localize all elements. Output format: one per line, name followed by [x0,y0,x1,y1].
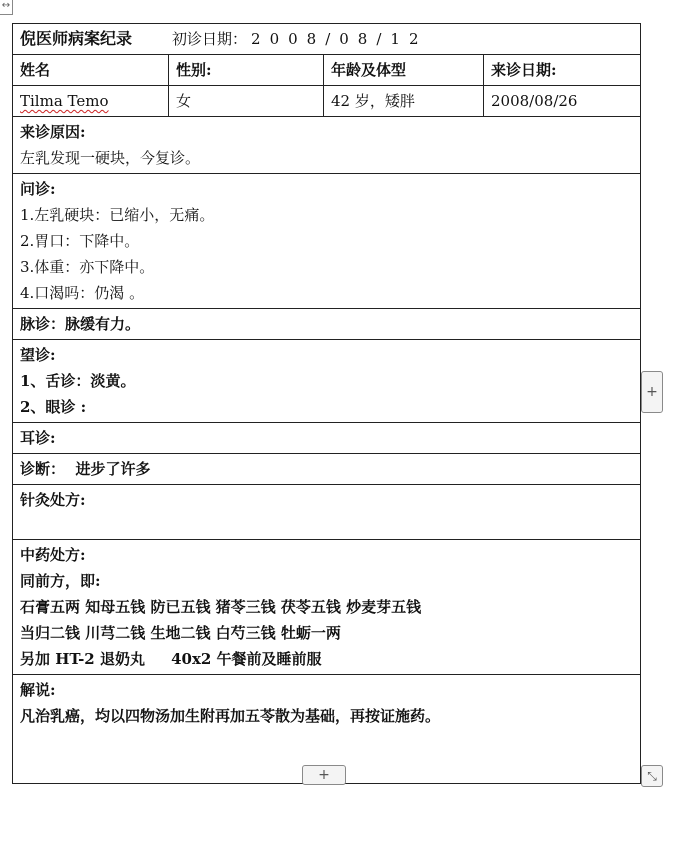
inquiry-item-1[interactable]: 1.左乳硬块：已缩小，无痛。 [20,206,215,224]
first-visit-label: 初诊日期： [172,30,248,48]
inquiry-item-3[interactable]: 3.体重：亦下降中。 [20,258,155,276]
name-label: 姓名 [13,55,169,86]
case-record-table [12,23,641,784]
diagnosis-text[interactable]: 诊断： 进步了许多 [20,460,151,478]
inquiry-row [13,174,641,309]
table-move-handle[interactable]: ↔ [0,0,13,15]
inquiry-item-4[interactable]: 4.口渴吗：仍渴 。 [20,284,145,302]
herbal-line-3[interactable]: 当归二钱 川芎二钱 生地二钱 白芍三钱 牡蛎一两 [20,624,341,642]
first-visit-date: 2008/08/12 [251,30,428,48]
observation-row [13,340,641,423]
patient-age[interactable]: 42 岁，矮胖 [324,86,484,117]
info-label-row [13,55,641,86]
pulse-row [13,309,641,340]
inquiry-item-2[interactable]: 2.胃口：下降中。 [20,232,140,250]
explanation-label: 解说: [20,681,56,699]
header-row [13,24,641,55]
table-resize-handle[interactable] [641,765,663,787]
add-row-button[interactable] [302,765,346,785]
observation-label: 望诊: [20,346,56,364]
herbal-line-1[interactable]: 同前方，即: [20,572,101,590]
plus-icon: + [646,384,658,400]
herbal-line-4[interactable]: 另加 HT-2 退奶丸 40x2 午餐前及睡前服 [20,650,322,668]
visit-date-label: 来诊日期: [484,55,641,86]
patient-name[interactable]: Tilma Temo [20,92,109,110]
acupuncture-label: 针灸处方: [20,491,86,509]
pulse-text[interactable]: 脉诊：脉缓有力。 [20,315,141,333]
reason-text[interactable]: 左乳发现一硬块，今复诊。 [20,149,201,167]
explanation-text[interactable]: 凡治乳癌，均以四物汤加生附再加五苓散为基础，再按证施药。 [20,707,441,725]
tongue-diagnosis[interactable]: 1、舌诊：淡黄。 [20,372,136,390]
reason-row [13,117,641,174]
herbal-line-2[interactable]: 石膏五两 知母五钱 防已五钱 猪苓三钱 茯苓五钱 炒麦芽五钱 [20,598,422,616]
info-value-row [13,86,641,117]
eye-diagnosis[interactable]: 2、眼诊 : [20,398,87,416]
diagnosis-row [13,454,641,485]
gender-label: 性别: [169,55,324,86]
reason-label: 来诊原因: [20,123,86,141]
age-label: 年龄及体型 [324,55,484,86]
acupuncture-row [13,485,641,540]
inquiry-label: 问诊: [20,180,56,198]
plus-icon: + [318,767,330,783]
ear-row [13,423,641,454]
visit-date[interactable]: 2008/08/26 [484,86,641,117]
herbal-row [13,540,641,675]
herbal-label: 中药处方: [20,546,86,564]
ear-label: 耳诊: [20,429,56,447]
patient-gender[interactable]: 女 [169,86,324,117]
add-column-button[interactable] [641,371,663,413]
resize-icon: ⤡ [647,768,657,783]
record-title: 倪医师病案纪录 [20,29,133,48]
